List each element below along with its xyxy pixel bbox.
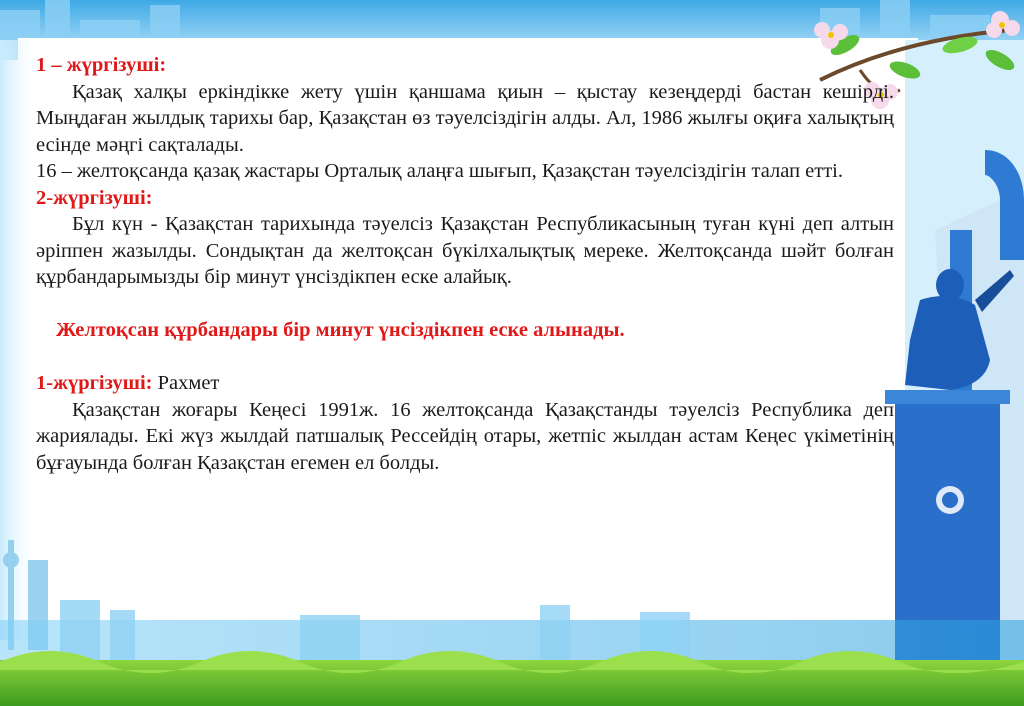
spacer	[36, 344, 894, 371]
silence-announcement: Желтоқсан құрбандары бір минут үнсіздікпен еске алынады.	[56, 319, 625, 341]
paragraph-2: 16 – желтоқсанда қазақ жастары Орталық алаңға шығып, Қазақстан тәуелсіздігін талап етті.	[36, 160, 844, 182]
speaker-3-heading: 1-жүргізуші:	[36, 372, 153, 394]
slide-text-panel	[36, 52, 894, 476]
paragraph-3: Бұл күн - Қазақстан тарихында тәуелсіз Қазақстан Республикасының туған күні деп алтын әріппен жазылды. Сондықтан да желтоқсан бүкілхалықтық мереке. Желтоқсанда шәйт болған құрбандарымызды бір минут үнсіздікпен еске алайық.	[36, 213, 894, 288]
paragraph-1: Қазақ халқы еркіндікке жету үшін қаншама қиын – қыстау кезеңдерді бастан кешірді. Мыңдаған жылдық тарихы бар, Қазақстан өз тәуелсіздігін алды. Ал, 1986 жылғы оқиға халықтың есінде мәңгі сақталады.	[36, 80, 894, 156]
speaker-3-line	[36, 370, 894, 397]
spacer	[36, 291, 894, 318]
speaker-2-heading: 2-жүргізуші:	[36, 186, 153, 209]
speaker-1-heading: 1 – жүргізуші:	[36, 54, 167, 76]
paragraph-4: Қазақстан жоғары Кеңесі 1991ж. 16 желтоқсанда Қазақстанды тәуелсіз Республика деп жариялады. Екі жүз жылдай патшалық Рессейдің отары, жетпіс жылдан астам Кеңес үкіметінің бұғауында болған Қазақстан егемен ел болды.	[36, 398, 894, 474]
thanks-text: Рахмет	[157, 372, 220, 394]
